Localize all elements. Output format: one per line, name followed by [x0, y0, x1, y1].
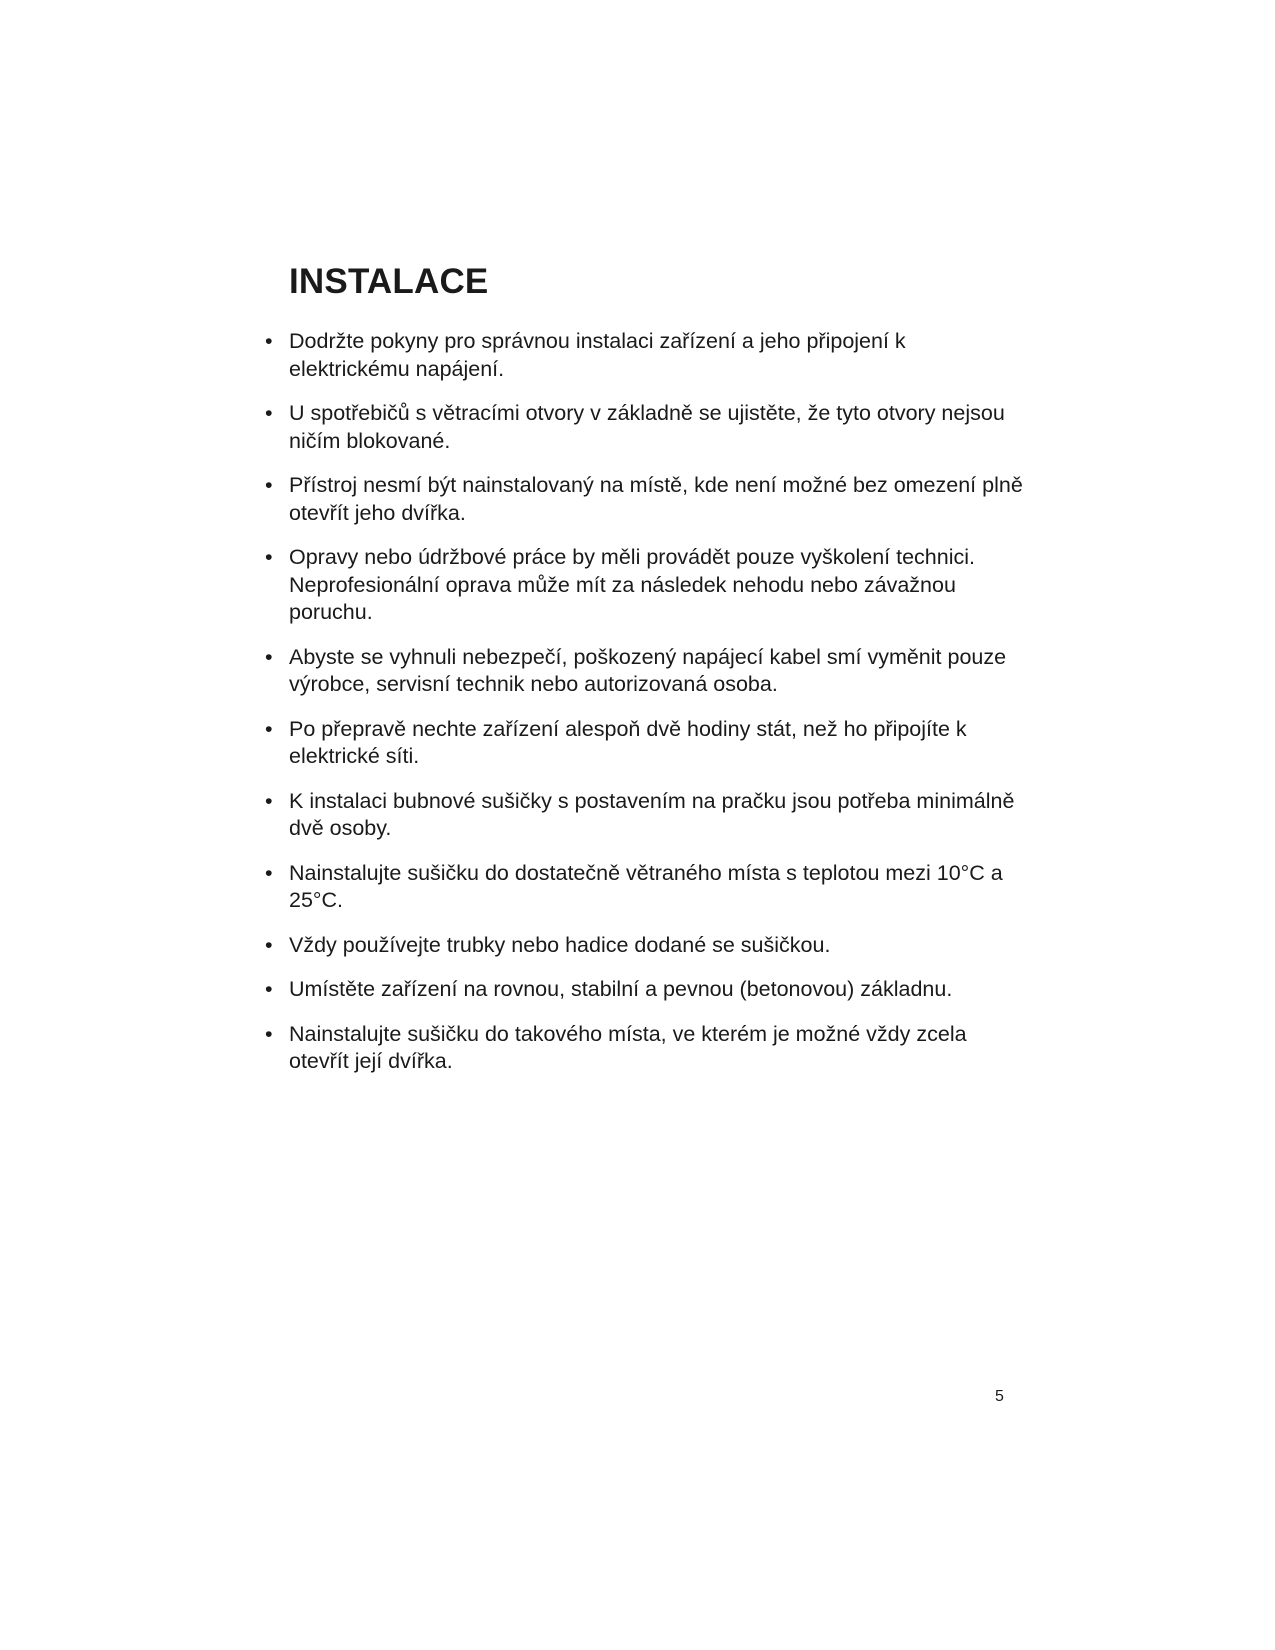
bullet-icon: • [265, 644, 273, 669]
bullet-icon: • [265, 545, 273, 569]
bullet-icon: • [265, 932, 273, 957]
list-item [265, 644, 1025, 699]
bullet-icon: • [265, 1021, 273, 1046]
bullet-icon: • [265, 977, 273, 1001]
list-item-text: Nainstalujte sušičku do takového místa, ve kterém je možné vždy zcela otevřít její dvířka. [289, 1021, 967, 1073]
bullet-icon: • [265, 860, 273, 885]
list-item-text: Dodržte pokyny pro správnou instalaci zařízení a jeho připojení k elektrickému napájení. [289, 329, 906, 381]
list-item-text: Opravy nebo údržbové práce by měli provádět pouze vyškolení technici. Neprofesionální oprava může mít za následek nehodu nebo závažnou poruchu. [289, 545, 975, 624]
list-item-text: Abyste se vyhnuli nebezpečí, poškozený napájecí kabel smí vyměnit pouze výrobce, servisní technik nebo autorizovaná osoba. [289, 644, 1007, 696]
bullet-icon: • [265, 473, 273, 497]
installation-instructions-list [265, 328, 1025, 1093]
list-item [265, 544, 1025, 627]
list-item [265, 328, 1025, 383]
bullet-icon: • [265, 788, 273, 813]
list-item-text: Přístroj nesmí být nainstalovaný na místě, kde není možné bez omezení plně otevřít jeho dvířka. [289, 473, 1023, 525]
bullet-icon: • [265, 401, 273, 425]
bullet-icon: • [265, 329, 273, 353]
list-item-text: K instalaci bubnové sušičky s postavením na pračku jsou potřeba minimálně dvě osoby. [289, 788, 1015, 840]
list-item [265, 472, 1025, 527]
list-item-text: Vždy používejte trubky nebo hadice dodané se sušičkou. [289, 932, 831, 957]
list-item [265, 932, 1025, 960]
page-number: 5 [995, 1388, 1004, 1405]
list-item [265, 860, 1025, 915]
list-item [265, 400, 1025, 455]
list-item [265, 788, 1025, 843]
list-item [265, 976, 1025, 1004]
list-item [265, 716, 1025, 771]
list-item [265, 1021, 1025, 1076]
list-item-text: Po přepravě nechte zařízení alespoň dvě hodiny stát, než ho připojíte k elektrické síti. [289, 716, 967, 768]
list-item-text: Nainstalujte sušičku do dostatečně větraného místa s teplotou mezi 10°C a 25°C. [289, 860, 1003, 912]
list-item-text: U spotřebičů s větracími otvory v základně se ujistěte, že tyto otvory nejsou ničím blokované. [289, 401, 1005, 453]
list-item-text: Umístěte zařízení na rovnou, stabilní a pevnou (betonovou) základnu. [289, 977, 953, 1001]
bullet-icon: • [265, 716, 273, 741]
page-title: INSTALACE [289, 262, 489, 301]
